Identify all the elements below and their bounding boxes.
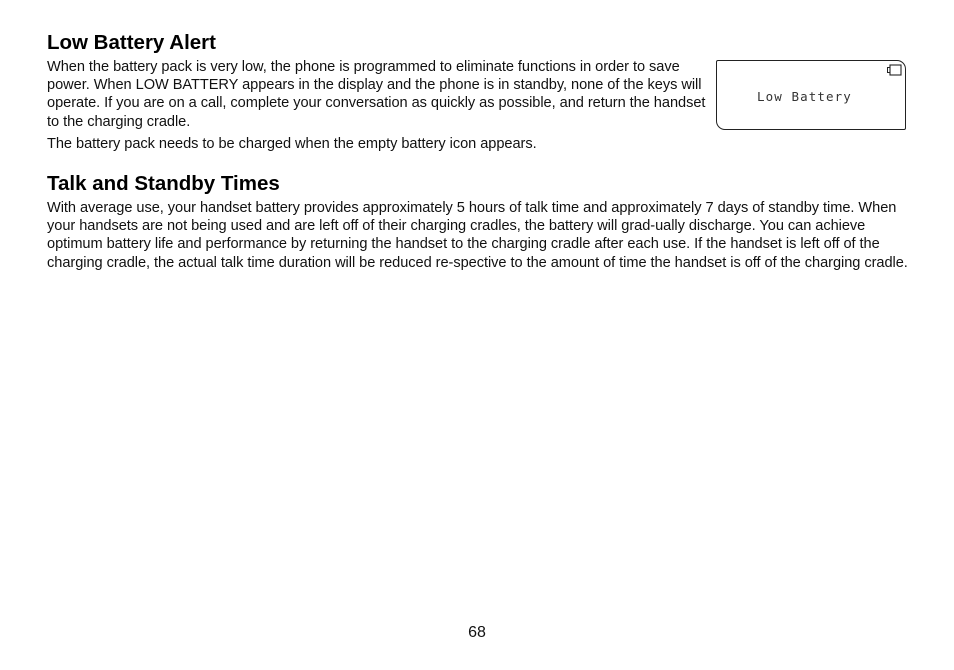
empty-battery-icon	[886, 64, 902, 76]
display-text: Low Battery	[757, 89, 852, 104]
handset-display-illustration	[716, 60, 906, 130]
section-title-talk-and-standby-times: Talk and Standby Times	[47, 172, 280, 195]
section-body-low-battery-alert	[47, 58, 719, 153]
section-body-talk-and-standby-times	[47, 199, 909, 272]
paragraph: The battery pack needs to be charged when the empty battery icon appears.	[47, 135, 537, 152]
section-title-low-battery-alert: Low Battery Alert	[47, 31, 216, 54]
page-number: 68	[468, 624, 486, 641]
paragraph: When the battery pack is very low, the phone is programmed to eliminate functions in order to save power. When LOW BATTERY appears in the display and the phone is in standby, none of the keys will operate. If you are on a call, complete your conversation as quickly as possible, and return the handset to the charging cradle.	[47, 59, 706, 130]
paragraph: With average use, your handset battery provides approximately 5 hours of talk time and approximately 7 days of standby time. When your handsets are not being used and are left off of their charging cradles, the battery will grad-ually discharge. You can achieve optimum battery life and performance by returning the handset to the charging cradle after each use. If the handset is left off of the charging cradle, the actual talk time duration will be reduced re-spective to the amount of time the handset is off of the charging cradle.	[47, 200, 908, 271]
